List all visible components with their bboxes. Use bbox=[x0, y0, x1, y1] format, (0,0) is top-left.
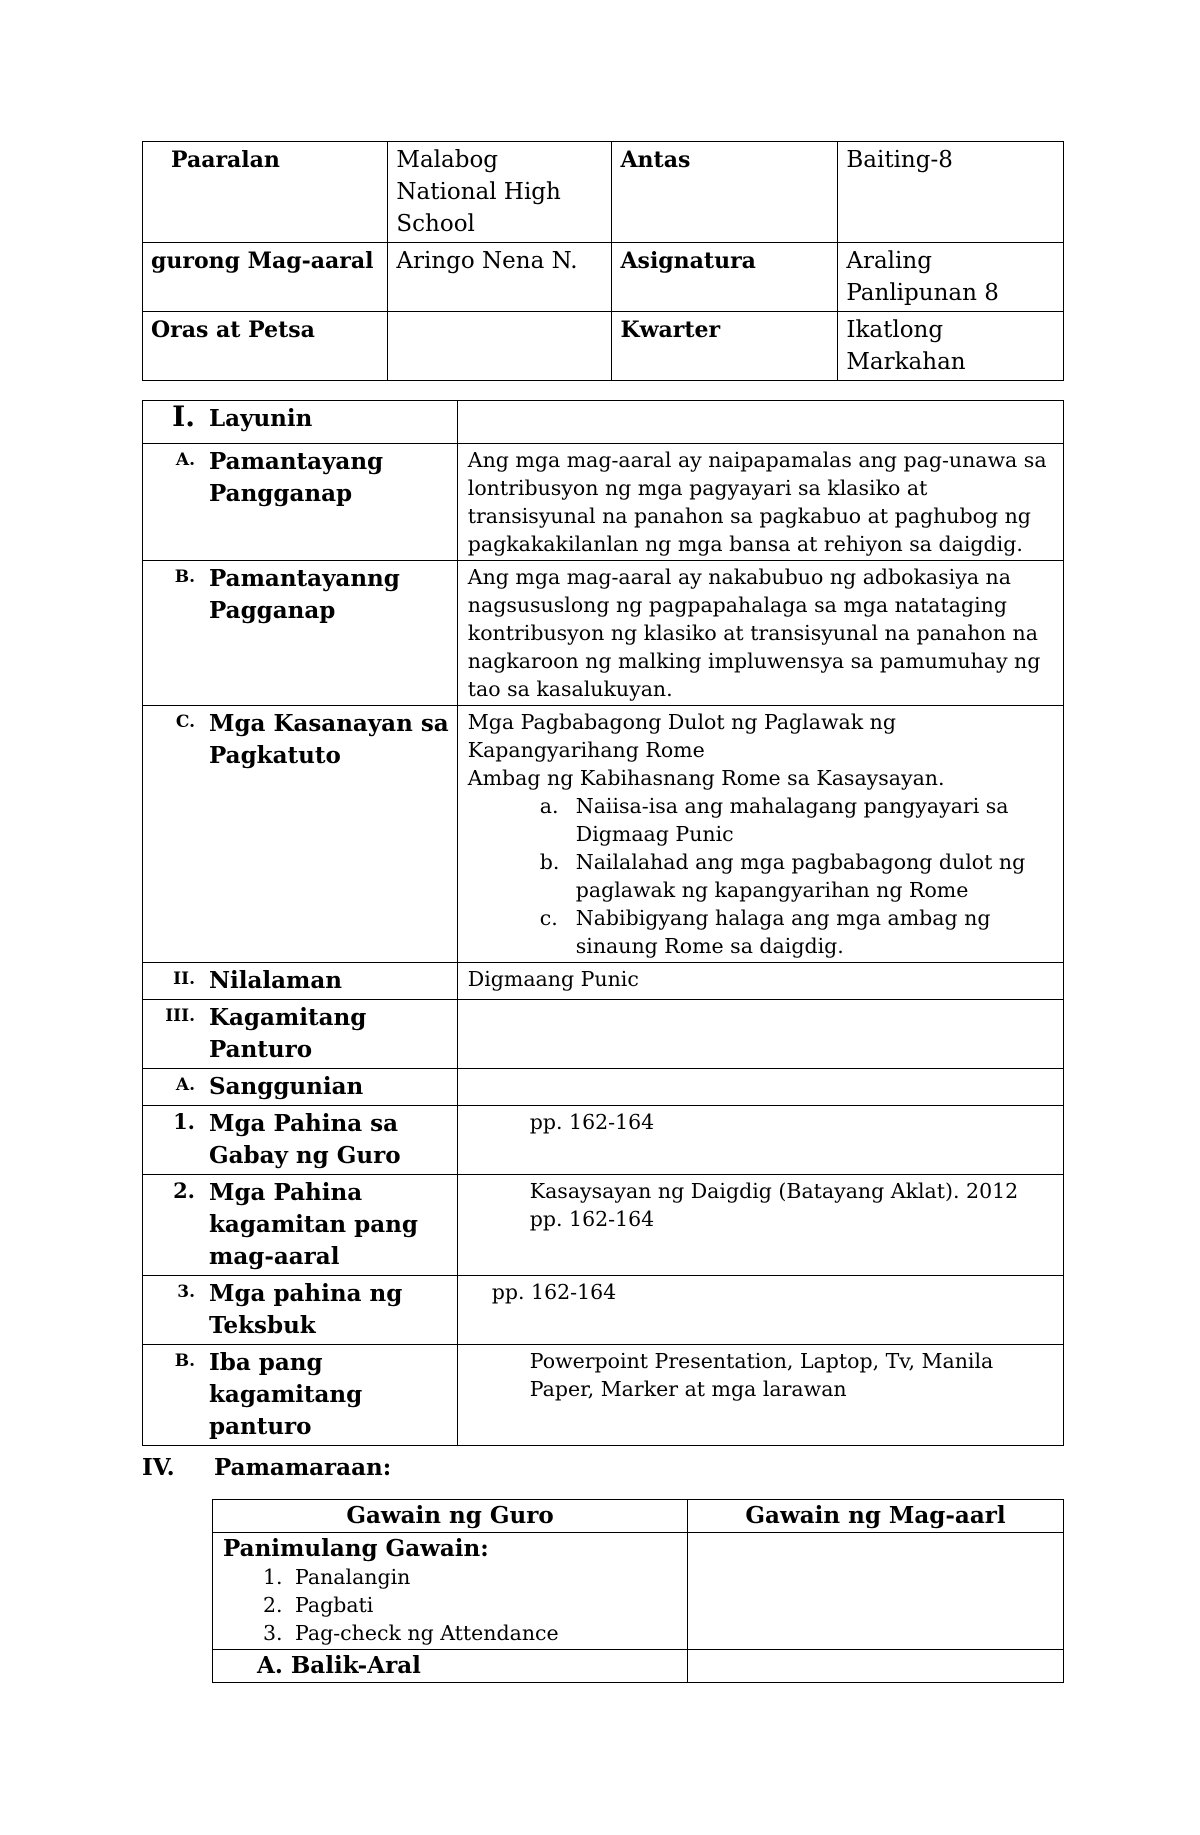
textbook-pages-label-cell bbox=[143, 1276, 458, 1345]
references-label-cell bbox=[143, 1069, 458, 1106]
competencies-label: Mga Kasanayan sa Pagkatuto bbox=[209, 710, 449, 769]
content-value: Digmaang Punic bbox=[457, 963, 1063, 1000]
references-value-cell bbox=[457, 1069, 1063, 1106]
procedure-label: Pamamaraan: bbox=[214, 1454, 392, 1481]
row-guide-pages bbox=[143, 1106, 1064, 1175]
guide-pages-label: Mga Pahina sa Gabay ng Guro bbox=[209, 1110, 401, 1169]
intro-list bbox=[223, 1563, 677, 1647]
row-other-materials bbox=[143, 1345, 1064, 1446]
materials-label: Kagamitang Panturo bbox=[209, 1004, 367, 1063]
standard-b-label-cell bbox=[143, 561, 458, 706]
procedure-marker: IV. bbox=[142, 1454, 175, 1481]
school-label: Paaralan bbox=[143, 142, 388, 243]
other-materials-marker: B. bbox=[174, 1351, 195, 1371]
standard-b-text: Ang mga mag-aaral ay nakabubuo ng adbokasiya na nagsususlong ng pagpapahalaga sa mga natataging kontribusyon ng klasiko at transisyunal na panahon na nagkaroon ng malking impluwensya sa pamumuhay ng tao sa kasalukuyan. bbox=[457, 561, 1063, 706]
standard-a-label-cell bbox=[143, 444, 458, 561]
content-label: Nilalaman bbox=[209, 967, 343, 994]
procedure-review-row bbox=[213, 1650, 1064, 1683]
textbook-pages-value: pp. 162-164 bbox=[457, 1276, 1063, 1345]
textbook-pages-marker: 3. bbox=[177, 1282, 195, 1302]
content-marker: II. bbox=[173, 969, 195, 989]
learner-pages-label-cell bbox=[143, 1175, 458, 1276]
col-student-header: Gawain ng Mag-aarl bbox=[688, 1500, 1064, 1533]
level-label: Antas bbox=[612, 142, 838, 243]
competencies-list bbox=[468, 792, 1053, 960]
competency-item: a. Naiisa-isa ang mahalagang pangyayari sa Digmaag Punic bbox=[539, 794, 1009, 846]
competencies-line-1: Mga Pagbabagong Dulot ng Paglawak ng Kapangyarihang Rome bbox=[467, 710, 896, 762]
learner-pages-value-2: pp. 162-164 bbox=[529, 1207, 655, 1231]
intro-item: 1. Panalangin bbox=[263, 1565, 411, 1589]
school-value: Malabog National High School bbox=[388, 142, 612, 243]
other-materials-value: Powerpoint Presentation, Laptop, Tv, Manila Paper, Marker at mga larawan bbox=[457, 1345, 1063, 1446]
header-row-time bbox=[143, 312, 1064, 381]
objectives-label: Layunin bbox=[209, 405, 313, 432]
row-standard-b bbox=[143, 561, 1064, 706]
references-label: Sanggunian bbox=[209, 1073, 364, 1100]
competencies-marker: C. bbox=[175, 712, 195, 732]
time-label: Oras at Petsa bbox=[143, 312, 388, 381]
content-label-cell bbox=[143, 963, 458, 1000]
competency-item: c. Nabibigyang halaga ang mga ambag ng sinaung Rome sa daigdig. bbox=[539, 906, 991, 958]
header-row-teacher bbox=[143, 243, 1064, 312]
competency-item: b. Nailalahad ang mga pagbabagong dulot ng paglawak ng kapangyarihan ng Rome bbox=[539, 850, 1026, 902]
procedure-heading bbox=[142, 1454, 391, 1481]
row-competencies bbox=[143, 706, 1064, 963]
row-learner-pages bbox=[143, 1175, 1064, 1276]
intro-student-cell bbox=[688, 1533, 1064, 1650]
level-value: Baiting-8 bbox=[838, 142, 1064, 243]
standard-b-marker: B. bbox=[174, 567, 195, 587]
review-label: A. Balik-Aral bbox=[213, 1650, 688, 1683]
materials-label-cell bbox=[143, 1000, 458, 1069]
teacher-label: gurong Mag-aaral bbox=[143, 243, 388, 312]
intro-title: Panimulang Gawain: bbox=[223, 1535, 489, 1562]
quarter-value: Ikatlong Markahan bbox=[838, 312, 1064, 381]
standard-a-label: Pamantayang Pangganap bbox=[209, 448, 384, 507]
standard-a-marker: A. bbox=[175, 450, 195, 470]
competencies-label-cell bbox=[143, 706, 458, 963]
quarter-label: Kwarter bbox=[612, 312, 838, 381]
objectives-value-cell bbox=[457, 401, 1063, 444]
procedure-intro-row bbox=[213, 1533, 1064, 1650]
lesson-details-table bbox=[142, 400, 1064, 1446]
materials-marker: III. bbox=[165, 1006, 195, 1026]
guide-pages-value: pp. 162-164 bbox=[457, 1106, 1063, 1175]
other-materials-label-cell bbox=[143, 1345, 458, 1446]
intro-item: 3. Pag-check ng Attendance bbox=[263, 1621, 559, 1645]
learner-pages-label: Mga Pahina kagamitan pang mag-aaral bbox=[209, 1179, 418, 1270]
guide-pages-marker: 1. bbox=[173, 1109, 195, 1134]
other-materials-label: Iba pang kagamitang panturo bbox=[209, 1349, 363, 1440]
row-standard-a bbox=[143, 444, 1064, 561]
intro-cell bbox=[213, 1533, 688, 1650]
procedure-header-row bbox=[213, 1500, 1064, 1533]
row-materials bbox=[143, 1000, 1064, 1069]
procedure-table bbox=[212, 1499, 1064, 1683]
materials-value-cell bbox=[457, 1000, 1063, 1069]
competencies-line-2: Ambag ng Kabihasnang Rome sa Kasaysayan. bbox=[467, 766, 945, 790]
row-references bbox=[143, 1069, 1064, 1106]
learner-pages-value-1: Kasaysayan ng Daigdig (Batayang Aklat). 2012 bbox=[529, 1179, 1019, 1203]
col-teacher-header: Gawain ng Guro bbox=[213, 1500, 688, 1533]
learner-pages-cell bbox=[457, 1175, 1063, 1276]
standard-b-label: Pamantayanng Pagganap bbox=[209, 565, 400, 624]
guide-pages-label-cell bbox=[143, 1106, 458, 1175]
row-content bbox=[143, 963, 1064, 1000]
objectives-label-cell bbox=[143, 401, 458, 444]
header-row-school bbox=[143, 142, 1064, 243]
review-student-cell bbox=[688, 1650, 1064, 1683]
row-objectives bbox=[143, 401, 1064, 444]
intro-item: 2. Pagbati bbox=[263, 1593, 374, 1617]
header-info-table bbox=[142, 141, 1064, 381]
subject-label: Asignatura bbox=[612, 243, 838, 312]
time-value bbox=[388, 312, 612, 381]
row-textbook-pages bbox=[143, 1276, 1064, 1345]
standard-a-text: Ang mga mag-aaral ay naipapamalas ang pag-unawa sa lontribusyon ng mga pagyayari sa klasiko at transisyunal na panahon sa pagkabuo at paghubog ng pagkakakilanlan ng mga bansa at rehiyon sa daigdig. bbox=[457, 444, 1063, 561]
objectives-marker: I. bbox=[172, 400, 195, 433]
textbook-pages-label: Mga pahina ng Teksbuk bbox=[209, 1280, 403, 1339]
teacher-value: Aringo Nena N. bbox=[388, 243, 612, 312]
references-marker: A. bbox=[175, 1075, 195, 1095]
subject-value: Araling Panlipunan 8 bbox=[838, 243, 1064, 312]
competencies-cell bbox=[457, 706, 1063, 963]
learner-pages-marker: 2. bbox=[173, 1178, 195, 1203]
